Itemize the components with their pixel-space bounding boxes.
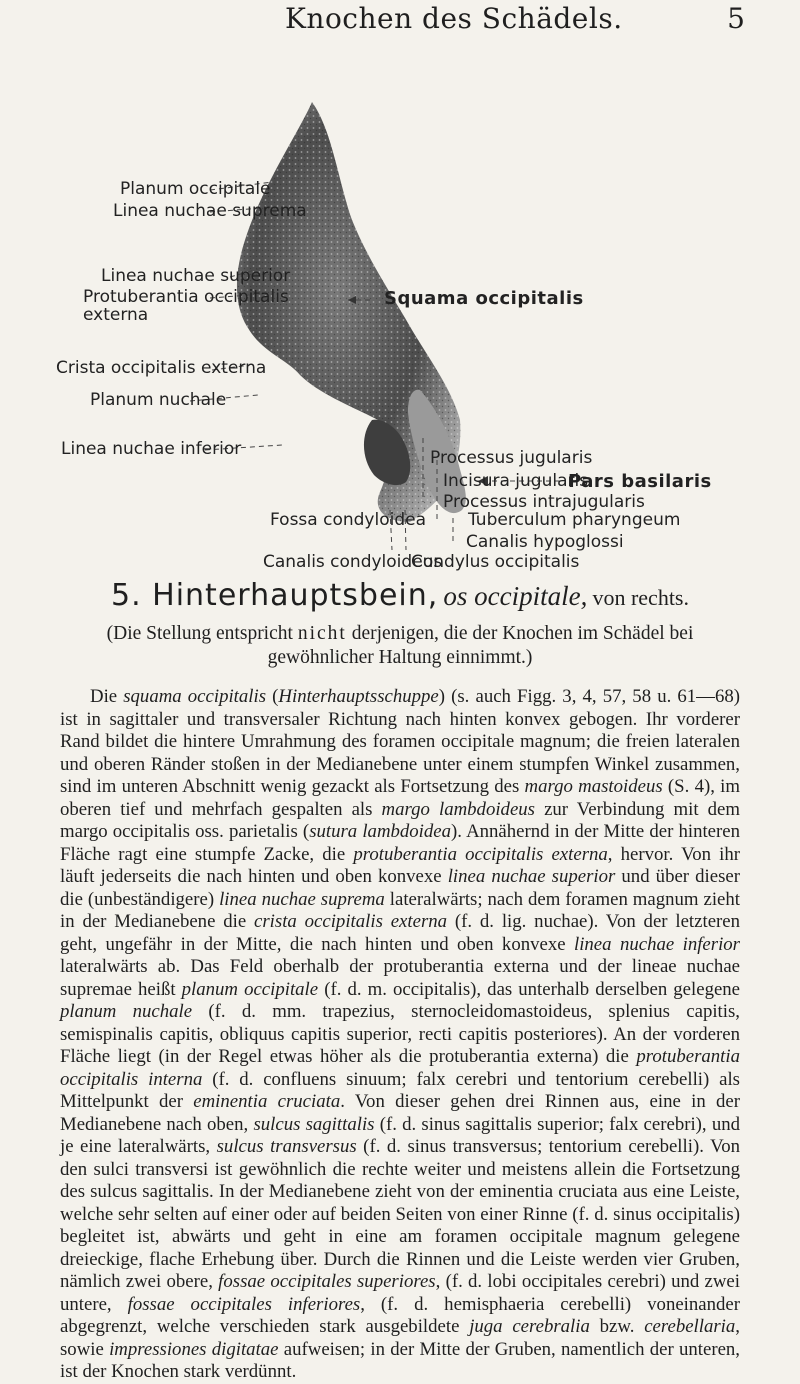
label-planum-nuchale: Planum nuchale	[90, 390, 227, 410]
running-head-title: Knochen des Schädels.	[285, 2, 623, 35]
term: margo lambdoideus	[381, 798, 535, 820]
body-paragraph	[60, 686, 740, 1384]
label-processus-intrajugularis: Processus intrajugularis	[443, 492, 645, 512]
position-note	[60, 622, 740, 670]
label-protuberantia-occipitalis: Protuberantia occipitalis	[83, 287, 289, 307]
term: juga cerebralia	[469, 1316, 590, 1337]
note-part: derjenigen, die der Knochen im Schädel bei gewöhnlicher Haltung einnimmt.)	[267, 623, 694, 668]
label-planum-occipitale: Planum occipitale	[120, 179, 271, 199]
paragraph: Die squama occipitalis (Hinterhauptsschuppe) (s. auch Figg. 3, 4, 57, 58 u. 61—68) ist in sagittaler und transversaler Richtung nach hinten konvex gebogen. Ihr vorderer Rand bildet die hintere Umrahmung des foramen occipitale magnum; die freien lateralen und oberen Ränder stoßen in der Medianebene unter einem stumpfen Winkel zusammen, sind im unteren Abschnitt wenig gezackt als Fortsetzung des margo mastoideus (S. 4), im oberen tief und mehrfach gespalten als margo lambdoideus zur Verbindung mit dem margo occipitalis oss. parietalis (sutura lambdoidea). Annähernd in der Mitte der hinteren Fläche ragt eine stumpfe Zacke, die protuberantia occipitalis externa, hervor. Von ihr läuft jederseits die nach hinten und oben konvexe linea nuchae superior und über dieser die (unbeständigere) linea nuchae suprema lateralwärts; nach dem foramen magnum zieht in der Medianebene die crista occipitalis externa (f. d. lig. nuchae). Von der letzteren geht, ungefähr in der Mitte, die nach hinten und oben konvexe linea nuchae inferior lateralwärts ab. Das Feld oberhalb der protuberantia externa und der lineae nuchae supremae heißt planum occipitale (f. d. m. occipitalis), das unterhalb derselben gelegene planum nuchale (f. d. mm. trapezius, sternocleidomastoideus, splenius capitis, semispinalis capitis, obliquus capitis superior, recti capitis posteriores). An der vorderen Fläche liegt (in der Regel etwas höher als die protuberantia externa) die protuberantia occipitalis interna (f. d. confluens sinuum; falx cerebri und tentorium cerebelli) als Mittelpunkt der eminentia cruciata. Von dieser gehen drei Rinnen aus, eine in der Medianebene nach oben, sulcus sagittalis (f. d. sinus sagittalis superior; falx cerebri), und je eine lateralwärts, sulcus transversus (f. d. sinus transversus; tentorium cerebelli). Von den sulci transversi ist gewöhnlich die rechte weiter und meistens allein die Fortsetzung des sulcus sagittalis. In der Medianebene zieht von der eminentia cruciata aus eine Leiste, welche sehr selten auf einer oder auf beiden Seiten von einer Rinne (f. d. sinus occipitalis) begleitet ist, abwärts und geht in eine am foramen occipitale magnum gelegene dreieckige, flache Erhebung über. Durch die Rinnen und die Leiste werden vier Gruben, nämlich zwei obere, fossae occipitales superiores, (f. d. lobi occipitales cerebri) und zwei untere, fossae occipitales inferiores, (f. d. hemisphaeria cerebelli) voneinander abgegrenzt, welche verschieden stark ausgebildete juga cerebralia bzw. cerebellaria, sowie impressiones digitatae aufweisen; in der Mitte der Gruben, namentlich der unteren, ist der Knochen stark verdünnt.	[60, 686, 741, 1382]
label-canalis-hypoglossi: Canalis hypoglossi	[466, 532, 624, 552]
label-processus-jugularis: Processus jugularis	[430, 448, 593, 468]
label-squama-occipitalis: Squama occipitalis	[384, 288, 584, 309]
bone-illustration	[0, 90, 800, 570]
label-incisura-jugularis: Incisura jugularis	[443, 471, 589, 491]
term: protuberantia occipitalis externa	[353, 843, 608, 865]
term: crista occipitalis externa	[254, 911, 448, 932]
heading-main: 5. Hinterhauptsbein,	[110, 578, 439, 613]
term: fossae occipitales superiores	[218, 1271, 436, 1292]
page-number: 5	[727, 2, 745, 35]
label-externa: externa	[83, 305, 149, 325]
label-linea-nuchae-inferior: Linea nuchae inferior	[61, 439, 242, 459]
label-linea-nuchae-superior: Linea nuchae superior	[101, 266, 291, 286]
term: planum nuchale	[60, 1001, 193, 1022]
note-part: (Die Stellung entspricht	[106, 623, 293, 644]
label-canalis-condyloideus: Canalis condyloideus	[263, 552, 443, 572]
term: linea nuchae superior	[447, 866, 616, 887]
term: planum occipitale	[181, 978, 319, 1000]
term: linea nuchae inferior	[573, 933, 740, 955]
term: squama occipitalis	[123, 686, 267, 707]
term: linea nuchae suprema	[219, 888, 385, 910]
label-condylus-occipitalis: Condylus occipitalis	[411, 552, 580, 572]
note-emphasis: nicht	[297, 623, 347, 644]
term: protuberantia occipitalis interna	[60, 1046, 740, 1090]
label-linea-nuchae-suprema: Linea nuchae suprema	[113, 201, 307, 221]
label-fossa-condyloidea: Fossa condyloidea	[270, 510, 426, 530]
term: Hinterhauptsschuppe	[278, 686, 439, 707]
heading-subtitle: os occipitale,	[443, 581, 588, 611]
running-head	[0, 2, 800, 36]
heading-rest: von rechts.	[592, 585, 689, 610]
term: fossae occipitales inferiores	[127, 1293, 361, 1315]
term: impressiones digitatae	[109, 1338, 279, 1360]
term: sulcus sagittalis	[253, 1113, 375, 1135]
occipital-bone-figure	[0, 90, 800, 570]
label-pars-basilaris: Pars basilaris	[568, 471, 712, 492]
label-crista-occipitalis-externa: Crista occipitalis externa	[56, 358, 267, 378]
term: cerebellaria	[644, 1316, 736, 1337]
figure-heading	[0, 578, 800, 613]
term: margo mastoideus	[524, 776, 663, 797]
label-tuberculum-pharyngeum: Tuberculum pharyngeum	[468, 510, 681, 530]
term: sulcus transversus	[216, 1136, 357, 1157]
term: eminentia cruciata	[193, 1091, 341, 1112]
term: sutura lambdoidea	[309, 821, 452, 842]
